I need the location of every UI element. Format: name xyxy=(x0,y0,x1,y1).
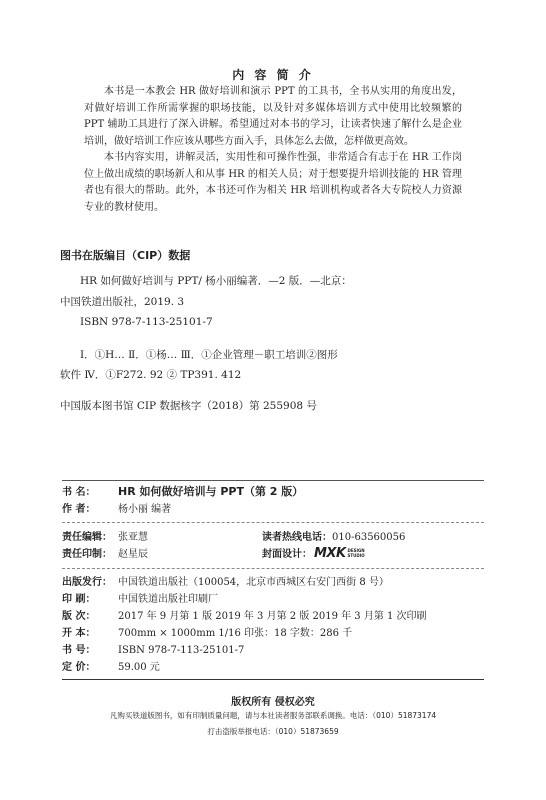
hotline-value: 010-63560056 xyxy=(332,532,406,543)
cip-line: HR 如何做好培训与 PPT/ 杨小丽编著．—2 版．—北京： xyxy=(80,275,352,287)
summary-text xyxy=(84,84,462,216)
cip-heading: 图书在版编目（CIP）数据 xyxy=(60,249,191,262)
format-value: 700mm × 1000mm 1/16 印张：18 字数：286 千 xyxy=(118,628,353,639)
cip-line: ISBN 978-7-113-25101-7 xyxy=(80,316,213,328)
author-value: 杨小丽 编著 xyxy=(118,504,172,515)
bib-responsibility-block xyxy=(62,528,492,562)
printer-value: 中国铁道出版社印刷厂 xyxy=(118,594,218,605)
divider xyxy=(62,480,484,481)
cip-line: 软件 Ⅳ．①F272. 92 ② TP391. 412 xyxy=(60,369,242,381)
hotline-label: 读者热线电话： xyxy=(262,532,332,543)
author-label: 作 者： xyxy=(62,504,96,515)
format-label: 开 本： xyxy=(62,628,96,639)
cip-line: Ⅰ．①H… Ⅱ．①杨… Ⅲ．①企业管理－职工培训②图形 xyxy=(80,348,338,361)
summary-paragraph: 本书内容实用，讲解灵活，实用性和可操作性强，非常适合有志于在 HR 工作岗位上做出成绩的职场新人和从事 HR 的相关人员；对于想要提升培训技能的 HR 管理者也有很大的帮助。此外，本书还可作为相关 HR 培训机构或者各大专院校人力资源专业的教材使用。 xyxy=(84,152,462,213)
divider xyxy=(62,568,484,569)
summary-title: 内 容 简 介 xyxy=(232,68,314,82)
printer-label: 印 刷： xyxy=(62,594,96,605)
bib-title-block xyxy=(62,483,492,517)
edition-label: 版 次： xyxy=(62,611,96,622)
printing-value: 赵星辰 xyxy=(118,549,148,560)
divider xyxy=(62,522,484,523)
printing-label: 责任印制： xyxy=(62,549,112,560)
isbn-label: 书 号： xyxy=(62,645,96,656)
cover-label: 封面设计： xyxy=(262,549,312,560)
edition-value: 2017 年 9 月第 1 版 2019 年 3 月第 2 版 2019 年 3 月第 1 次印刷 xyxy=(118,611,427,622)
cip-block xyxy=(60,247,490,416)
book-title: HR 如何做好培训与 PPT（第 2 版） xyxy=(118,485,304,498)
cip-core-number: 中国版本图书馆 CIP 数据核字（2018）第 255908 号 xyxy=(60,399,317,412)
rights-title: 版权所有 侵权必究 xyxy=(231,697,315,708)
publisher-label: 出版发行： xyxy=(62,577,112,588)
price-label: 定 价： xyxy=(62,662,96,673)
bib-publishing-block xyxy=(62,573,492,675)
isbn-value: ISBN 978-7-113-25101-7 xyxy=(118,645,245,656)
summary-paragraph: 本书是一本教会 HR 做好培训和演示 PPT 的工具书，全书从实用的角度出发，对做好培训工作所需掌握的职场技能，以及针对多媒体培训方式中使用比较频繁的 PPT 辅助工具进行了深入讲解。希望通过对本书的学习，让读者快速了解什么是企业培训，做好培训工作应该从哪些方面入手，具体怎么去做，怎样做更高效。 xyxy=(84,86,462,147)
rights-notice: 凡购买铁道版图书，如有印制质量问题，请与本社读者服务部联系调换。电话：（010）51873174 xyxy=(109,711,437,720)
editor-label: 责任编辑： xyxy=(62,532,112,543)
cover-designer-logo: MXK DESIGN STUDIO xyxy=(314,546,365,561)
book-label: 书 名： xyxy=(62,487,96,498)
editor-value: 张亚慧 xyxy=(118,532,148,543)
anti-piracy-hotline: 打击盗版举报电话：（010）51873659 xyxy=(207,727,339,736)
price-value: 59.00 元 xyxy=(118,662,160,673)
publisher-value: 中国铁道出版社（100054，北京市西城区右安门西街 8 号） xyxy=(118,577,389,588)
divider xyxy=(62,679,484,680)
cip-line: 中国铁道出版社，2019. 3 xyxy=(60,295,185,308)
